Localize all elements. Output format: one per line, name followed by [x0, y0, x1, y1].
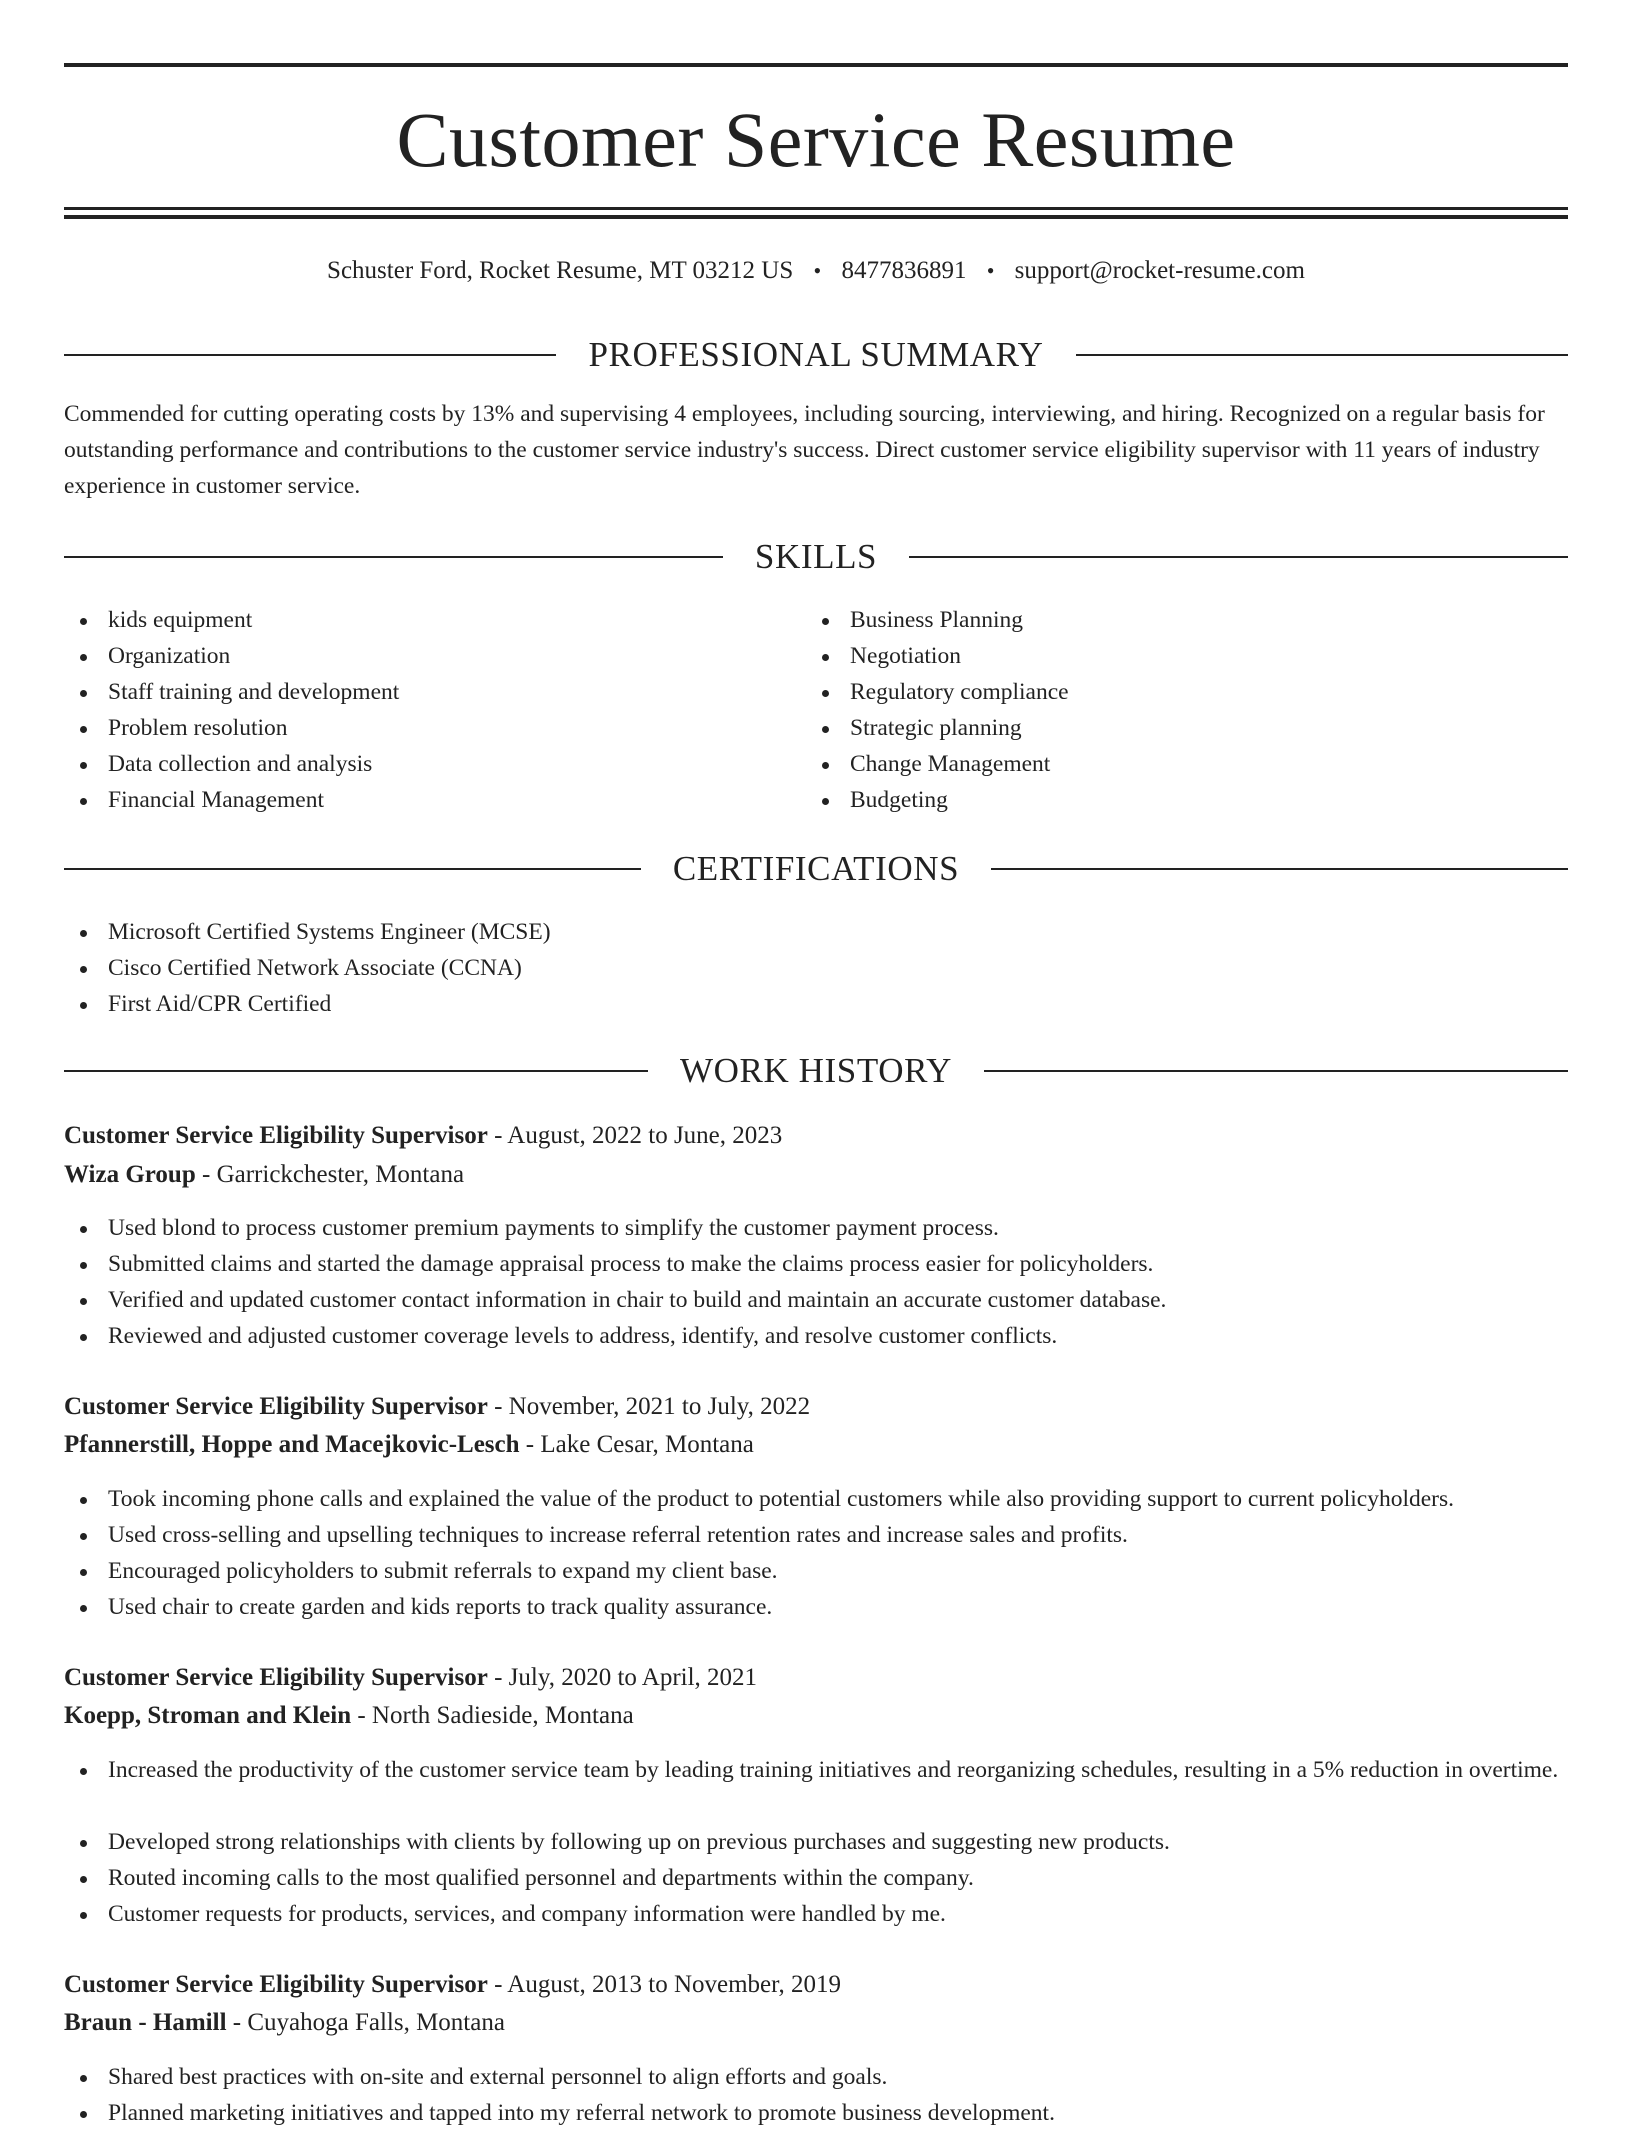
job-dates: - August, 2022 to June, 2023	[487, 1122, 783, 1149]
contact-separator: •	[986, 258, 995, 283]
skill-item: Regulatory compliance	[806, 674, 1566, 710]
certification-item: First Aid/CPR Certified	[64, 986, 1568, 1022]
job-bullet: Increased the productivity of the customer service team by leading training initiatives and reorganizing schedules, resulting in a 5% reduction in overtime.	[64, 1752, 1568, 1824]
heading-rule	[64, 354, 556, 356]
job-company-line	[64, 2004, 1568, 2042]
job-company: Braun - Hamill	[64, 2009, 227, 2036]
job-bullet: Routed incoming calls to the most qualified personnel and departments within the company.	[64, 1860, 1568, 1896]
job-title: Customer Service Eligibility Supervisor	[64, 1664, 488, 1691]
job-dates: - August, 2013 to November, 2019	[487, 1971, 841, 1998]
job-company: Koepp, Stroman and Klein	[64, 1702, 352, 1729]
job-bullet: Encouraged policyholders to submit referrals to expand my client base.	[64, 1553, 1568, 1589]
job-bullet: Verified and updated customer contact information in chair to build and maintain an accurate customer database.	[64, 1282, 1568, 1318]
job-bullet: Used blond to process customer premium payments to simplify the customer payment process.	[64, 1210, 1568, 1246]
skill-item: Financial Management	[64, 782, 804, 818]
job-bullet: Developed strong relationships with clients by following up on previous purchases and suggesting new products.	[64, 1824, 1568, 1860]
skill-item: Staff training and development	[64, 674, 804, 710]
skill-item: Problem resolution	[64, 710, 804, 746]
certification-item: Microsoft Certified Systems Engineer (MCSE)	[64, 914, 1568, 950]
job-bullet: Planned marketing initiatives and tapped into my referral network to promote business development.	[64, 2095, 1568, 2131]
contact-email: support@rocket-resume.com	[1014, 257, 1305, 284]
heading-rule	[1076, 354, 1568, 356]
job-bullet: Reviewed and adjusted customer coverage levels to address, identify, and resolve customer conflicts.	[64, 1318, 1568, 1354]
heading-rule	[64, 556, 723, 558]
summary-text: Commended for cutting operating costs by 13% and supervising 4 employees, including sourcing, interviewing, and hiring. Recognized on a regular basis for outstanding performance and contributions to the customer service industry's success. Direct customer service eligibility supervisor with 11 years of industry experience in customer service.	[64, 401, 1545, 499]
job-location: - North Sadieside, Montana	[351, 1702, 634, 1729]
title-rule-upper	[64, 207, 1568, 210]
skill-item: Budgeting	[806, 782, 1566, 818]
contact-phone: 8477836891	[841, 257, 967, 284]
job-title-line	[64, 1117, 1568, 1155]
job-bullet: Took incoming phone calls and explained the value of the product to potential customers while also providing support to current policyholders.	[64, 1481, 1568, 1517]
skill-item: Negotiation	[806, 638, 1566, 674]
job-location: - Cuyahoga Falls, Montana	[226, 2009, 505, 2036]
job-company: Wiza Group	[64, 1161, 196, 1188]
skill-item: Change Management	[806, 746, 1566, 782]
section-title: PROFESSIONAL SUMMARY	[588, 335, 1044, 374]
top-rule	[64, 63, 1568, 67]
certification-item: Cisco Certified Network Associate (CCNA)	[64, 950, 1568, 986]
job-location: - Garrickchester, Montana	[195, 1161, 465, 1188]
skills-list-left	[64, 602, 804, 818]
skill-item: Data collection and analysis	[64, 746, 804, 782]
title-rule-lower	[64, 215, 1568, 219]
heading-rule	[64, 1070, 648, 1072]
job-company-line	[64, 1156, 1568, 1194]
certifications-list	[64, 914, 1568, 1022]
work-history-heading	[64, 1049, 1568, 1093]
job-company-line	[64, 1426, 1568, 1464]
job-bullet: Customer requests for products, services, and company information were handled by me.	[64, 1896, 1568, 1932]
job-bullets	[64, 1481, 1568, 1625]
skill-item: kids equipment	[64, 602, 804, 638]
job-dates: - July, 2020 to April, 2021	[487, 1664, 758, 1691]
job-title-line	[64, 1388, 1568, 1426]
job-title-line	[64, 1966, 1568, 2004]
contact-separator: •	[813, 258, 822, 283]
section-title: WORK HISTORY	[680, 1051, 952, 1090]
section-title: CERTIFICATIONS	[672, 849, 960, 888]
skill-item: Organization	[64, 638, 804, 674]
certifications-heading	[64, 847, 1568, 891]
job-bullets	[64, 1210, 1568, 1354]
summary-heading	[64, 333, 1568, 377]
job-bullets	[64, 2059, 1568, 2131]
section-title: SKILLS	[754, 537, 878, 576]
skill-item: Strategic planning	[806, 710, 1566, 746]
job-bullets	[64, 1752, 1568, 1932]
resume-title: Customer Service Resume	[396, 96, 1236, 183]
job-company: Pfannerstill, Hoppe and Macejkovic-Lesch	[64, 1431, 520, 1458]
job-company-line	[64, 1697, 1568, 1735]
job-bullet: Submitted claims and started the damage appraisal process to make the claims process easier for policyholders.	[64, 1246, 1568, 1282]
skills-heading	[64, 535, 1568, 579]
heading-rule	[64, 868, 641, 870]
contact-address: Schuster Ford, Rocket Resume, MT 03212 US	[327, 257, 794, 284]
contact-line	[64, 253, 1568, 289]
job-title: Customer Service Eligibility Supervisor	[64, 1971, 488, 1998]
heading-rule	[909, 556, 1568, 558]
heading-rule	[991, 868, 1568, 870]
skills-list-right	[806, 602, 1566, 818]
skill-item: Business Planning	[806, 602, 1566, 638]
heading-rule	[984, 1070, 1568, 1072]
job-location: - Lake Cesar, Montana	[519, 1431, 754, 1458]
job-title-line	[64, 1659, 1568, 1697]
job-dates: - November, 2021 to July, 2022	[487, 1393, 811, 1420]
job-bullet: Used chair to create garden and kids reports to track quality assurance.	[64, 1589, 1568, 1625]
job-bullet: Shared best practices with on-site and external personnel to align efforts and goals.	[64, 2059, 1568, 2095]
job-bullet: Used cross-selling and upselling techniques to increase referral retention rates and increase sales and profits.	[64, 1517, 1568, 1553]
job-title: Customer Service Eligibility Supervisor	[64, 1393, 488, 1420]
job-title: Customer Service Eligibility Supervisor	[64, 1122, 488, 1149]
